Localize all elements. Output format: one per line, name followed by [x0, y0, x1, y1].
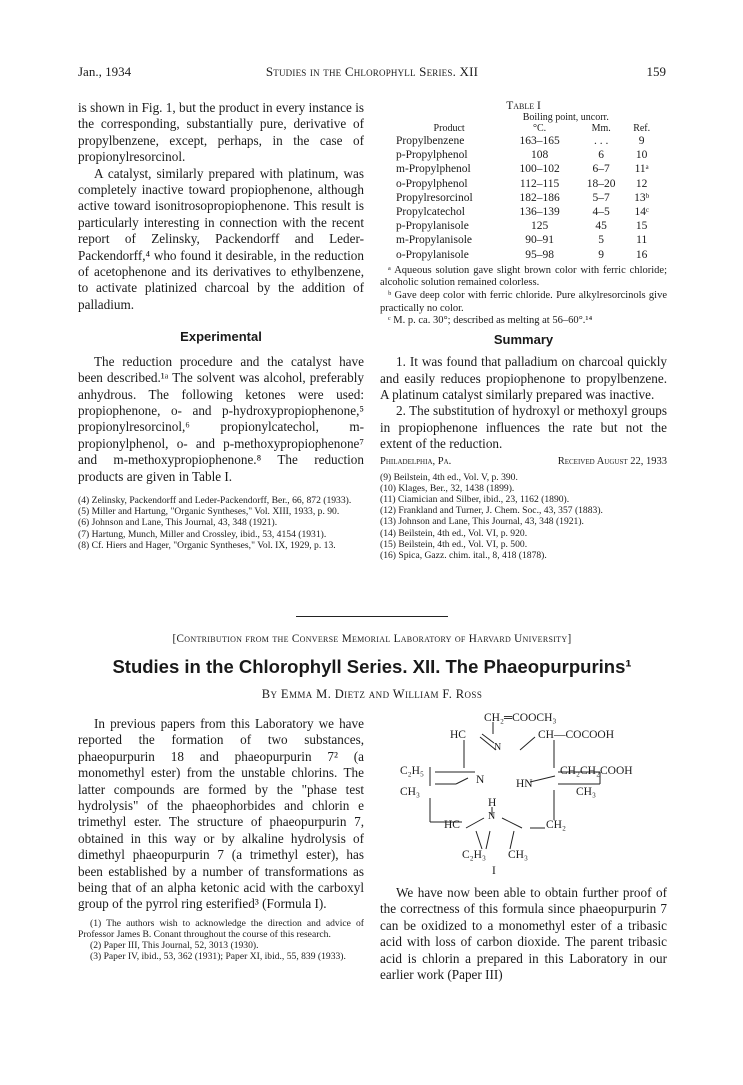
formula-hc-bottom: HC [444, 819, 460, 831]
footnotes-article [78, 918, 364, 963]
paragraph: 2. The substitution of hydroxyl or methoxyl groups in propiophenone influences the rate but not the extent of the reduction. [380, 403, 667, 452]
running-header [78, 64, 666, 86]
formula-n3: N [488, 811, 496, 822]
table-note: ᵃ Aqueous solution gave slight brown color with ferric chloride; alcoholic solution remained colorless. [380, 264, 667, 289]
right-column-bottom [380, 885, 667, 983]
formula-n1: N [494, 742, 502, 753]
paragraph: A catalyst, similarly prepared with platinum, was completely inactive toward propiophenone, although active toward isonitrosopropiophenone. This result is particularly interesting in connection with the recent report of Zelinsky, Packendorff and Leder-Packendorff,⁴ who found it desirable, in the reduction of acetophenone and its derivatives to ethylbenzene, to activate platinized charcoal by the addition of palladium. [78, 165, 364, 312]
article-authors: By Emma M. Dietz and William F. Ross [261, 687, 483, 701]
formula-i [380, 712, 667, 880]
footnotes-right [380, 472, 667, 562]
place: Philadelphia, Pa. [380, 455, 452, 467]
table-notes [380, 265, 667, 328]
footnote: (6) Johnson and Lane, This Journal, 43, 348 (1921). [78, 517, 278, 529]
table-row: m-Propylanisole 90–91 5 11 [396, 234, 648, 247]
formula-top-group: CH₂═COOCH₃ [484, 712, 557, 724]
header-product: Product [433, 123, 465, 134]
table-row: Propylbenzene 163–165 . . . 9 [396, 135, 645, 147]
summary [380, 332, 667, 470]
left-column-top [78, 100, 364, 551]
formula-ch3-bottom: CH₃ [508, 849, 528, 861]
place-received-line [380, 454, 667, 470]
formula-ch3-left: CH₃ [400, 786, 420, 798]
header-date: Jan., 1934 [78, 64, 132, 79]
formula-hn: HN [516, 778, 533, 790]
footnote: (13) Johnson and Lane, This Journal, 43, 348 (1921). [380, 516, 584, 528]
footnotes-left [78, 495, 364, 551]
footnote: (2) Paper III, This Journal, 52, 3013 (1930). [90, 940, 259, 952]
formula-c2h3: C₂H₃ [462, 849, 486, 861]
footnote: (16) Spica, Gazz. chim. ital., 8, 418 (1878). [380, 550, 547, 562]
footnote: (5) Miller and Hartung, "Organic Syntheses," Vol. XIII, 1933, p. 90. [78, 506, 340, 518]
formula-h: H [488, 797, 497, 809]
footnote: (14) Beilstein, 4th ed., Vol. VI, p. 920. [380, 527, 528, 539]
footnote: (15) Beilstein, 4th ed., Vol. VI, p. 500. [380, 538, 528, 550]
footnote: (9) Beilstein, 4th ed., Vol. V, p. 390. [380, 471, 518, 483]
footnote: (1) The authors wish to acknowledge the direction and advice of Professor James B. Conant throughout the course of this research. [78, 917, 364, 941]
footnote: (3) Paper IV, ibid., 53, 362 (1931); Paper XI, ibid., 55, 839 (1933). [90, 951, 346, 963]
table-row: m-Propylphenol 100–102 6–7 11ᵃ [396, 163, 649, 176]
formula-n2: N [476, 774, 485, 786]
paragraph: is shown in Fig. 1, but the product in every instance is the corresponding, substantially pure, derivative of propylbenzene, except, perhaps, in the case of propionylresorcinol. [78, 100, 364, 165]
table-row: p-Propylphenol 108 6 10 [396, 149, 648, 162]
footnote: (4) Zelinsky, Packendorff and Leder-Packendorff, Ber., 66, 872 (1933). [78, 494, 352, 506]
footnote: (12) Frankland and Turner, J. Chem. Soc., 43, 357 (1883). [380, 505, 603, 517]
left-column-bottom [78, 716, 364, 963]
header-mm: Mm. [591, 123, 611, 134]
table-1 [394, 112, 656, 262]
formula-c2h5: C₂H₅ [400, 765, 424, 777]
header-c: °C. [533, 123, 547, 134]
table-row: o-Propylanisole 95–98 9 16 [396, 248, 648, 261]
right-column-top [380, 100, 667, 561]
section-heading-summary: Summary [493, 331, 554, 347]
table-row: p-Propylanisole 125 45 15 [396, 220, 648, 233]
footnote: (8) Cf. Hiers and Hager, "Organic Syntheses," Vol. IX, 1929, p. 13. [78, 539, 336, 551]
footnote: (10) Klages, Ber., 32, 1438 (1899). [380, 482, 515, 494]
paragraph: We have now been able to obtain further proof of the correctness of this formula since phaeopurpurin 7 can be oxidized to a monomethyl ester of a tribasic acid with loss of carbon dioxide. The parent tribasic acid is chlorin a prepared in this Laboratory in our earlier work (Paper III) [380, 885, 667, 983]
running-title: Studies in the Chlorophyll Series. XII [265, 64, 479, 79]
table-note: ᵇ Gave deep color with ferric chloride. Pure alkylresorcinols give practically no color. [380, 290, 667, 314]
paragraph: The reduction procedure and the catalyst have been described.¹ᵃ The solvent was alcohol, preferably anhydrous. The following ketones were used: propiophenone, o- and p-hydroxypropiophenone,⁵ propionylresorcinol,⁶ propionylcatechol, m-propionylphenol, o- and p-methoxypropiophenone⁷ and m-methoxypropiophenone.⁸ The reduction products are given in Table I. [78, 353, 364, 484]
footnote: (7) Hartung, Munch, Miller and Crossley, ibid., 53, 4154 (1931). [78, 528, 327, 540]
formula-label: I [492, 865, 496, 877]
table-row: Propylcatechol 136–139 4–5 14ᶜ [396, 206, 649, 219]
header-boiling-point: Boiling point, uncorr. [522, 112, 609, 123]
article-title: Studies in the Chlorophyll Series. XII. The Phaeopurpurins¹ [112, 656, 632, 677]
formula-hc-left: HC [450, 729, 466, 741]
paragraph: In previous papers from this Laboratory we have reported the formation of two substances, phaeopurpurin 18 and phaeopurpurin 7² (a monomethyl ester) from the unstable chlorins. The latter compounds are formed by the "phase test hydrolysis" of the phaeophorbides and chlorin e trimethyl ester. The structure of phaeopurpurin 7, obtained in this way or by alkaline hydrolysis of dimethyl phaeopurpurin 7 (a trimethyl ester), has been established by a number of transformations as being that of an alpha ketonic acid with the carboxyl group of the pyrrol ring esterified³ (Formula I). [78, 716, 364, 912]
section-heading-experimental: Experimental [180, 329, 262, 345]
header-ref: Ref. [633, 123, 651, 134]
formula-ch-cocooh: CH—COCOOH [538, 729, 615, 741]
received-date: Received August 22, 1933 [557, 455, 667, 467]
formula-ch3-right: CH₃ [576, 786, 596, 798]
table-note: ᶜ M. p. ca. 30°; described as melting at 56–60°.¹⁴ [388, 315, 593, 327]
formula-ch2ch2cooh: CH₂CH₂COOH [560, 765, 633, 777]
footnote: (11) Ciamician and Silber, ibid., 23, 1162 (1890). [380, 494, 570, 506]
page-number: 159 [646, 64, 666, 79]
contribution-line: [Contribution from the Converse Memorial Laboratory of Harvard University] [172, 633, 572, 645]
paragraph: 1. It was found that palladium on charcoal quickly and easily reduces propiophenone to propylbenzene. A platinum catalyst similarly prepared was inactive. [380, 354, 667, 403]
table-row: o-Propylphenol 112–115 18–20 12 [396, 177, 648, 190]
formula-ch2-right: CH₂ [546, 819, 566, 831]
table-caption: Table I [506, 100, 541, 112]
section-divider [296, 616, 448, 617]
table-row: Propylresorcinol 182–186 5–7 13ᵇ [396, 191, 650, 204]
